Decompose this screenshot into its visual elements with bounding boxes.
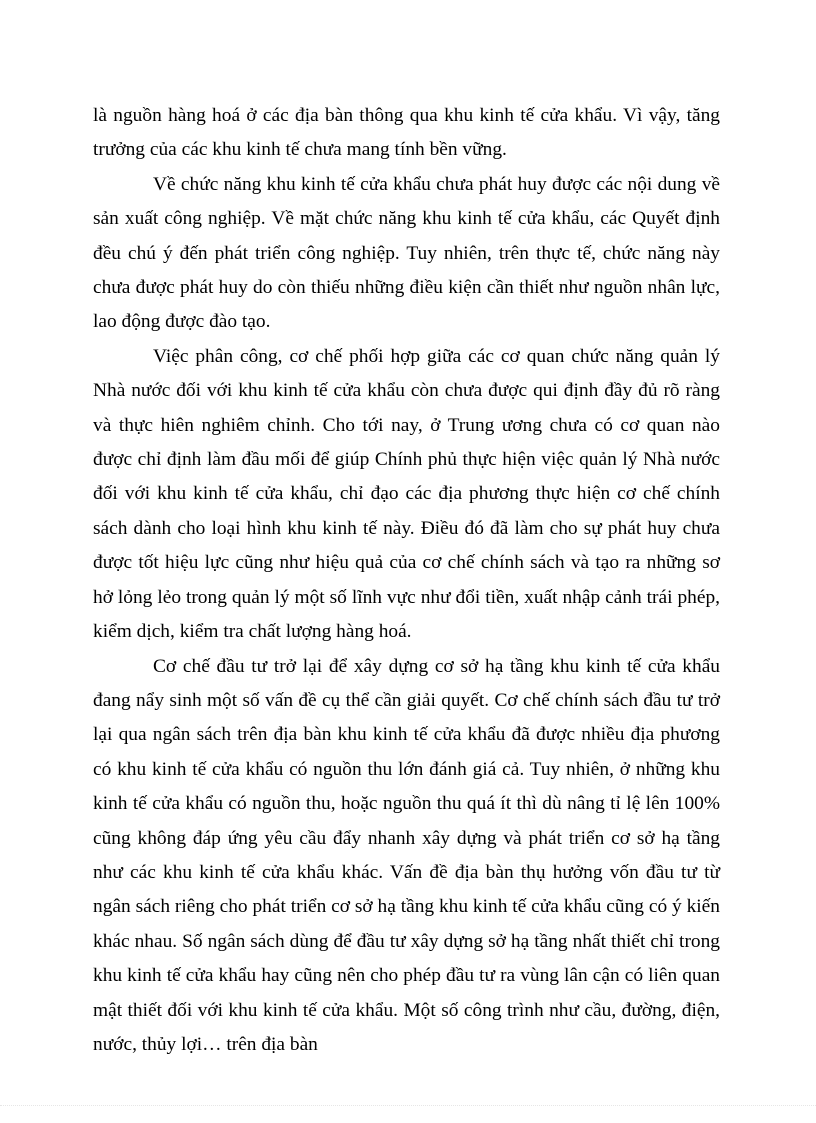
document-body [93,99,720,1062]
paragraph-3: Việc phân công, cơ chế phối hợp giữa các cơ quan chức năng quản lý Nhà nước đối với khu kinh tế cửa khẩu còn chưa được qui định đầy đủ rõ ràng và thực hiên nghiêm chỉnh. Cho tới nay, ở Trung ương chưa có cơ quan nào được chỉ định làm đầu mối để giúp Chính phủ thực hiện việc quản lý Nhà nước đối với khu kinh tế cửa khẩu, chỉ đạo các địa phương thực hiện cơ chế chính sách dành cho loại hình khu kinh tế này. Điều đó đã làm cho sự phát huy chưa được tốt hiệu lực cũng như hiệu quả của cơ chế chính sách và tạo ra những sơ hở lỏng lẻo trong quản lý một số lĩnh vực như đổi tiền, xuất nhập cảnh trái phép, kiểm dịch, kiểm tra chất lượng hàng hoá. [93,345,720,643]
paragraph-4: Cơ chế đầu tư trở lại để xây dựng cơ sở hạ tầng khu kinh tế cửa khẩu đang nẩy sinh một số vấn đề cụ thể cần giải quyết. Cơ chế chính sách đầu tư trở lại qua ngân sách trên địa bàn khu kinh tế cửa khẩu đã được nhiều địa phương có khu kinh tế cửa khẩu có nguồn thu lớn đánh giá cả. Tuy nhiên, ở những khu kinh tế cửa khẩu có nguồn thu, hoặc nguồn thu quá ít thì dù nâng tỉ lệ lên 100% cũng không đáp ứng yêu cầu đẩy nhanh xây dựng và phát triển cơ sở hạ tầng như các khu kinh tế cửa khẩu khác. Vấn đề địa bàn thụ hưởng vốn đầu tư từ ngân sách riêng cho phát triển cơ sở hạ tầng khu kinh tế cửa khẩu cũng có ý kiến khác nhau. Số ngân sách dùng để đầu tư xây dựng sở hạ tầng nhất thiết chỉ trong khu kinh tế cửa khẩu hay cũng nên cho phép đầu tư ra vùng lân cận có liên quan mật thiết đối với khu kinh tế cửa khẩu. Một số công trình như cầu, đường, điện, nước, thủy lợi… trên địa bàn [93,655,720,1055]
page-bottom-divider [0,1105,816,1106]
paragraph-2: Về chức năng khu kinh tế cửa khẩu chưa phát huy được các nội dung về sản xuất công nghiệp. Về mặt chức năng khu kinh tế cửa khẩu, các Quyết định đều chú ý đến phát triển công nghiệp. Tuy nhiên, trên thực tế, chức năng này chưa được phát huy do còn thiếu những điều kiện cần thiết như nguồn nhân lực, lao động được đào tạo. [93,173,720,333]
paragraph-1: là nguồn hàng hoá ở các địa bàn thông qua khu kinh tế cửa khẩu. Vì vậy, tăng trưởng của các khu kinh tế chưa mang tính bền vững. [93,105,720,161]
